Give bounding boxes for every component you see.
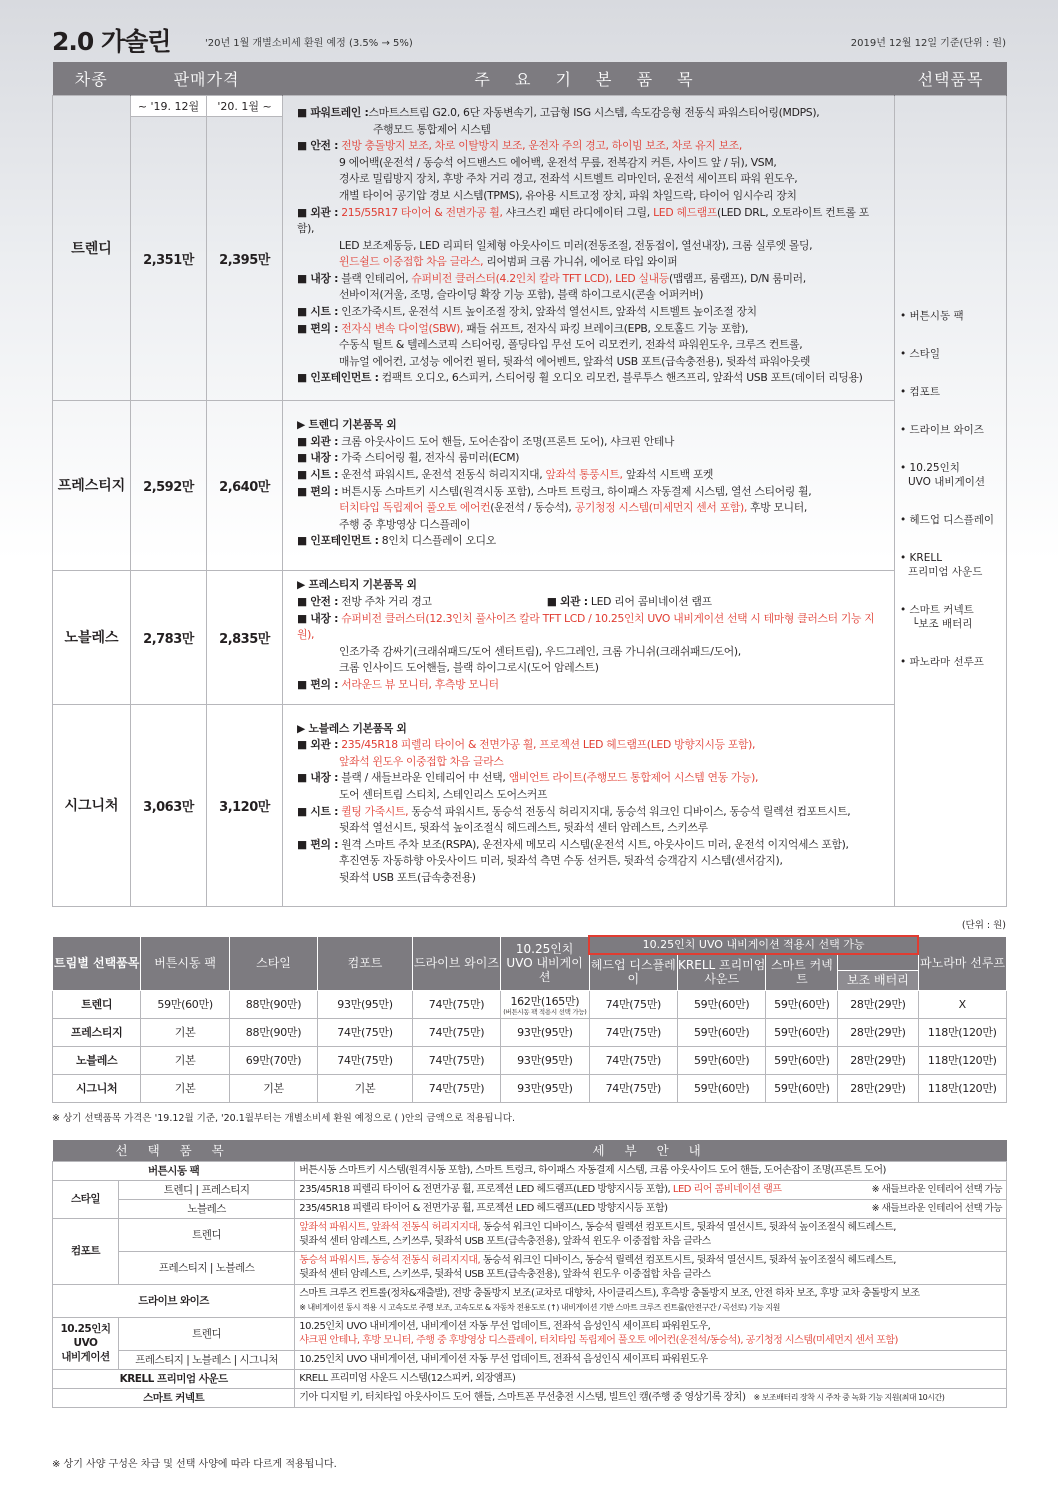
head-detail: 세 부 안 내	[295, 1140, 1007, 1161]
opt-trim: 트렌디 | 프레스티지	[119, 1180, 295, 1199]
feature-text: 경사로 밀림방지 장치, 후방 주차 거리 경고, 전좌석 시트벨트 리마인더, 운전석 세이프티 파워 윈도우,	[339, 172, 798, 186]
cell: 기본	[229, 1074, 317, 1102]
head-comfort: 컴포트	[318, 936, 413, 990]
price-2020: 2,835만	[207, 570, 283, 704]
opt-desc	[295, 1218, 1007, 1251]
cell: 74만(75만)	[412, 990, 500, 1018]
feature-text: 리어범퍼 크롬 가니쉬, 에어로 타입 와이퍼	[483, 255, 678, 269]
feature-text: LED 보조제동등, LED 리피터 일체형 아웃사이드 미러(전동조절, 전동접이, 열선내장), 크롬 실루엣 몰딩,	[339, 238, 813, 252]
feature-text: 뒷좌석 열선시트, 뒷좌석 높이조절식 헤드레스트, 뒷좌석 센터 암레스트, 스키쓰루	[339, 821, 708, 835]
cell: 28만(29만)	[838, 1074, 918, 1102]
price-period-2: '20. 1월 ~	[207, 95, 283, 116]
option-list	[895, 95, 1007, 906]
feature-text: 전방 충돌방지 보조, 차로 이탈방지 보조, 운전자 주의 경고, 하이빔 보조, 차로 유지 보조,	[338, 139, 743, 153]
feature-text: 터치타입 독립제어 풀오토 에어컨	[339, 501, 491, 515]
table-row	[53, 1018, 1007, 1046]
opt-desc	[295, 1388, 1007, 1407]
opt-trim: 노블레스	[119, 1199, 295, 1218]
cell: 88만(90만)	[229, 1018, 317, 1046]
cell: X	[918, 990, 1006, 1018]
option-item: • 드라이브 와이즈	[900, 423, 984, 436]
cell	[501, 990, 589, 1018]
section-head: ▶ 노블레스 기본품목 외	[297, 721, 407, 735]
opt-trim: 프레스티지 | 노블레스 | 시그니처	[119, 1350, 295, 1369]
section-head: ▶ 프레스티지 기본품목 외	[297, 578, 417, 592]
price-2020: 3,120만	[207, 704, 283, 906]
feature-text: 215/55R17 타이어 & 전면가공 휠,	[338, 205, 503, 219]
feature-text: 매뉴얼 에어컨, 고성능 에어컨 필터, 뒷좌석 에어벤트, 앞좌석 USB 포트(급속충전용), 뒷좌석 파워아웃렛	[339, 354, 811, 368]
cell-trim: 시그니처	[53, 1074, 141, 1102]
cell: 59만(60만)	[766, 1018, 838, 1046]
cell: 118만(120만)	[918, 1074, 1006, 1102]
option-item: • 10.25인치	[900, 461, 960, 474]
trim-spec-table	[52, 62, 1007, 907]
feature-text: (LED DRL, 오토라이트 컨트롤 포함),	[297, 205, 869, 236]
head-drive: 드라이브 와이즈	[412, 936, 500, 990]
opt-trim: 프레스티지 | 노블레스	[119, 1251, 295, 1284]
feature-text: 버튼시동 스마트키 시스템(원격시동 포함), 스마트 트렁크, 하이패스 자동결제 시스템, 열선 스티어링 휠,	[338, 484, 812, 498]
feature-label: ■ 시트 :	[297, 305, 339, 319]
col-price: 판매가격	[131, 62, 283, 95]
opt-name: KRELL 프리미엄 사운드	[53, 1369, 295, 1388]
cell: 74만(75만)	[318, 1046, 413, 1074]
feature-text: 슈퍼비전 클러스터(4.2인치 칼라 TFT LCD), LED 실내등	[408, 271, 669, 285]
feature-text: LED 헤드램프	[649, 205, 717, 219]
cell: 74만(75만)	[589, 1074, 677, 1102]
head-style: 스타일	[229, 936, 317, 990]
opt-name-line: 내비게이션	[61, 1351, 110, 1363]
price-period-1: ~ '19. 12월	[131, 95, 207, 116]
opt-desc	[295, 1251, 1007, 1284]
trim-name: 트렌디	[53, 95, 131, 400]
head-krell: KRELL 프리미엄 사운드	[678, 954, 766, 990]
feature-label: ■ 인포테인먼트 :	[297, 534, 379, 548]
cell: 93만(95만)	[501, 1046, 589, 1074]
opt-desc	[295, 1199, 1007, 1218]
cell: 28만(29만)	[838, 1046, 918, 1074]
cell: 59만(60만)	[141, 990, 229, 1018]
cell: 59만(60만)	[678, 1046, 766, 1074]
page-title: 2.0 가솔린	[52, 27, 171, 56]
feature-label: ■ 외관 :	[546, 595, 588, 609]
feature-text: 스마트스트림 G2.0, 6단 자동변속기, 고급형 ISG 시스템, 속도감응형 전동식 파워스티어링(MDPS),	[368, 105, 820, 119]
cell-trim: 트렌디	[53, 990, 141, 1018]
price-date: 2019년 12월 12일 기준(단위 : 원)	[850, 38, 1006, 49]
option-item: • 스마트 커넥트	[900, 603, 974, 616]
feature-text: 앰비언트 라이트(주행모드 통합제어 시스템 연동 가능),	[505, 771, 759, 785]
feature-text: 슈퍼비전 클러스터(12.3인치 풀사이즈 칼라 TFT LCD / 10.25인치 UVO 내비게이션 선택 시 테마형 클러스터 기능 지원),	[297, 611, 875, 642]
feature-text: 수동식 틸트 & 텔레스코픽 스티어링, 폴딩타입 무선 도어 리모컨키, 전좌석 파워윈도우, 크루즈 컨트롤,	[339, 338, 803, 352]
trim-name: 시그니처	[53, 704, 131, 906]
opt-text: 235/45R18 피렐리 타이어 & 전면가공 휠, 프로젝션 LED 헤드램프(LED 방향지시등 포함),	[299, 1183, 671, 1195]
feature-text: 운전석 파워시트, 운전석 전동식 허리지지대,	[338, 467, 543, 481]
feature-text: (맵램프, 룸램프), D/N 룸미러,	[668, 271, 806, 285]
price-2020: 2,640만	[207, 400, 283, 570]
feature-text: 서라운드 뷰 모니터, 후측방 모니터	[338, 677, 499, 691]
opt-trim: 트렌디	[119, 1218, 295, 1251]
footer-note: ※ 상기 사양 구성은 차급 및 선택 사양에 따라 다르게 적용됩니다.	[52, 1459, 337, 1470]
option-item: • 파노라마 선루프	[900, 655, 984, 668]
col-features: 주 요 기 본 품 목	[283, 62, 895, 95]
table-row	[53, 1046, 1007, 1074]
cell: 74만(75만)	[589, 1018, 677, 1046]
cell: 74만(75만)	[589, 1046, 677, 1074]
table-row	[53, 1074, 1007, 1102]
head-aux: 보조 배터리	[838, 970, 918, 990]
feature-label: ■ 편의 :	[297, 677, 339, 691]
trim-name: 노블레스	[53, 570, 131, 704]
option-detail-table	[52, 1140, 1007, 1408]
opt-text: 뒷좌석 센터 암레스트, 스키쓰루, 뒷좌석 USB 포트(급속충전용), 앞좌석 윈도우 이중접합 차음 글라스	[299, 1235, 711, 1247]
opt-text: 샤크핀 안테나, 후방 모니터, 주행 중 후방영상 디스플레이, 터치타입 독립제어 풀오토 에어컨(운전석/동승석), 공기청정 시스템(미세먼지 센서 포함)	[299, 1334, 898, 1346]
head-hud: 헤드업 디스플레이	[589, 954, 677, 990]
feature-text: 크롬 아웃사이드 도어 핸들, 도어손잡이 조명(프론트 도어), 샤크핀 안테나	[338, 434, 675, 448]
cell: 59만(60만)	[766, 1046, 838, 1074]
opt-desc: 10.25인치 UVO 내비게이션, 내비게이션 자동 무선 업데이트, 전좌석 음성인식 세이프티 파워윈도우	[295, 1350, 1007, 1369]
cell: 118만(120만)	[918, 1046, 1006, 1074]
price-2020: 2,395만	[207, 116, 283, 400]
cell: 기본	[141, 1074, 229, 1102]
feature-text: 동승석 파워시트, 동승석 전동식 허리지지대, 동승석 워크인 디바이스, 동승석 릴렉션 컴포트시트,	[408, 804, 851, 818]
col-options: 선택품목	[895, 62, 1007, 95]
feature-text: 선바이저(거울, 조명, 슬라이딩 확장 기능 포함), 블랙 하이그로시(콘솔 어퍼커버)	[339, 288, 704, 302]
col-trim: 차종	[53, 62, 131, 95]
cell: 74만(75만)	[412, 1074, 500, 1102]
opt-text: LED 리어 콤비네이션 램프	[670, 1183, 782, 1195]
cell: 93만(95만)	[501, 1018, 589, 1046]
price-2019: 2,351만	[131, 116, 207, 400]
opt-note: ※ 새들브라운 인테리어 선택 가능	[871, 1183, 1002, 1195]
cell-value: 162만(165만)	[510, 994, 580, 1008]
cell: 28만(29만)	[838, 990, 918, 1018]
feature-text: 도어 센터트림 스티치, 스테인리스 도어스커프	[339, 787, 548, 801]
feature-text: 235/45R18 피렐리 타이어 & 전면가공 휠, 프로젝션 LED 헤드램프(LED 방향지시등 포함),	[338, 738, 756, 752]
option-item: └보조 배터리	[912, 617, 973, 630]
opt-name	[53, 1317, 119, 1369]
cell: 74만(75만)	[589, 990, 677, 1018]
head-uvo: 10.25인치 UVO 내비게이션	[501, 936, 589, 990]
feature-label: ■ 편의 :	[297, 837, 339, 851]
option-item: • 스타일	[900, 347, 940, 360]
cell: 59만(60만)	[678, 990, 766, 1018]
feature-text: 크롬 인사이드 도어핸들, 블랙 하이그로시(도어 암레스트)	[339, 661, 599, 675]
feature-text: 후방 모니터,	[747, 501, 808, 515]
feature-text: 샤크스킨 패턴 라디에이터 그릴,	[502, 205, 650, 219]
opt-trim: 트렌디	[119, 1317, 295, 1350]
opt-text: 스마트 크루즈 컨트롤(정차&재출발), 전방 충돌방지 보조(교차로 대향차, 사이클리스트), 후측방 충돌방지 보조, 안전 하차 보조, 후방 교차 충돌방지 보조	[299, 1287, 920, 1299]
feature-text: 퀼팅 가죽시트,	[338, 804, 409, 818]
option-item: • 헤드업 디스플레이	[900, 513, 995, 526]
cell: 기본	[318, 1074, 413, 1102]
feature-label: ■ 외관 :	[297, 738, 339, 752]
feature-text: 가죽 스티어링 휠, 전자식 룸미러(ECM)	[338, 451, 520, 465]
cell: 59만(60만)	[766, 1074, 838, 1102]
feature-label: ■ 안전 :	[297, 139, 339, 153]
unit-label: (단위 : 원)	[961, 920, 1006, 931]
cell: 93만(95만)	[318, 990, 413, 1018]
feature-text: 블랙 인테리어,	[338, 271, 409, 285]
feature-label: ■ 내장 :	[297, 451, 339, 465]
head-pano: 파노라마 선루프	[918, 936, 1006, 990]
feature-label: ■ 내장 :	[297, 271, 339, 285]
cell: 69만(70만)	[229, 1046, 317, 1074]
head-uvo-group: 10.25인치 UVO 내비게이션 적용시 선택 가능	[589, 936, 918, 954]
opt-desc: KRELL 프리미엄 사운드 시스템(12스피커, 외장앰프)	[295, 1369, 1007, 1388]
feature-label: ■ 외관 :	[297, 205, 339, 219]
head-start: 버튼시동 팩	[141, 936, 229, 990]
cell: 기본	[141, 1018, 229, 1046]
price-note: ※ 상기 선택품목 가격은 '19.12월 기준, '20.1월부터는 개별소비세 환원 예정으로 ( )안의 금액으로 적용됩니다.	[52, 1113, 515, 1124]
feature-text: 앞좌석 통풍시트,	[542, 467, 623, 481]
opt-note: ※ 보조배터리 장착 시 주차 중 녹화 기능 지원(최대 10시간)	[753, 1392, 945, 1402]
option-price-table	[52, 935, 1007, 1103]
price-2019: 3,063만	[131, 704, 207, 906]
feature-label: ■ 인포테인먼트 :	[297, 371, 379, 385]
cell-trim: 프레스티지	[53, 1018, 141, 1046]
cell: 88만(90만)	[229, 990, 317, 1018]
feature-text: 전자식 변속 다이얼(SBW),	[338, 321, 464, 335]
feature-text: 뒷좌석 USB 포트(급속충전용)	[339, 870, 476, 884]
feature-label: ■ 안전 :	[297, 595, 339, 609]
feature-text: 주행 중 후방영상 디스플레이	[339, 517, 470, 531]
feature-label: ■ 시트 :	[297, 804, 339, 818]
option-item: • 컴포트	[900, 385, 940, 398]
opt-note: ※ 새들브라운 인테리어 선택 가능	[871, 1202, 1002, 1214]
option-item: • KRELL	[900, 551, 943, 564]
opt-text: 10.25인치 UVO 내비게이션, 내비게이션 자동 무선 업데이트, 전좌석 음성인식 세이프티 파워윈도우,	[299, 1320, 711, 1332]
feature-label: ■ 시트 :	[297, 467, 339, 481]
feature-text: 인조가죽시트, 운전석 시트 높이조절 장치, 앞좌석 열선시트, 앞좌석 시트벨트 높이조절 장치	[338, 305, 757, 319]
section-head: ▶ 트렌디 기본품목 외	[297, 418, 397, 432]
feature-text: 윈드쉴드 이중접합 차음 글라스,	[339, 255, 484, 269]
tax-note: '20년 1월 개별소비세 환원 예정 (3.5% → 5%)	[205, 38, 413, 49]
opt-name: 버튼시동 팩	[53, 1161, 295, 1180]
head-option: 선 택 품 목	[53, 1140, 295, 1161]
cell-note: (버튼시동 팩 적용시 선택 가능)	[503, 1007, 587, 1016]
feature-text: 주행모드 통합제어 시스템	[373, 122, 491, 136]
signature-features	[283, 704, 895, 906]
opt-name: 컴포트	[53, 1218, 119, 1284]
opt-name: 드라이브 와이즈	[53, 1284, 295, 1317]
feature-text: 공기청정 시스템(미세먼지 센서 포함),	[571, 501, 747, 515]
opt-name-line: 10.25인치	[60, 1323, 111, 1335]
cell: 59만(60만)	[678, 1074, 766, 1102]
feature-label: ■ 내장 :	[297, 771, 339, 785]
opt-desc	[295, 1180, 1007, 1199]
option-item: UVO 내비게이션	[908, 475, 986, 488]
prestige-features	[283, 400, 895, 570]
head-trim: 트림별 선택품목	[53, 936, 141, 990]
opt-text: 동승석 파워시트, 동승석 전동식 허리지지대,	[299, 1254, 481, 1266]
opt-text: 앞좌석 파워시트, 앞좌석 전동식 허리지지대,	[299, 1221, 481, 1233]
opt-name-line: UVO	[73, 1337, 98, 1349]
cell: 59만(60만)	[766, 990, 838, 1018]
cell: 기본	[141, 1046, 229, 1074]
opt-text: 동승석 워크인 디바이스, 동승석 릴렉션 컴포트시트, 뒷좌석 열선시트, 뒷좌석 높이조절식 헤드레스트,	[480, 1254, 896, 1266]
cell: 74만(75만)	[318, 1018, 413, 1046]
cell: 59만(60만)	[678, 1018, 766, 1046]
trendy-features	[283, 95, 895, 400]
table-row	[53, 990, 1007, 1018]
noblesse-features	[283, 570, 895, 704]
opt-note: ※ 내비게이션 동시 적용 시 고속도로 주행 보조, 고속도로 & 자동차 전용도로 (↑) 내비게이션 기반 스마트 크루즈 컨트롤(안전구간 / 곡선로) 기능 지원	[299, 1302, 780, 1312]
feature-text: (운전석 / 동승석),	[490, 501, 572, 515]
feature-text: 후진연동 자동하향 아웃사이드 미러, 뒷좌석 측면 수동 선커튼, 뒷좌석 승객감지 시스템(센서감지),	[339, 854, 783, 868]
feature-text: 블랙 / 새들브라운 인테리어 中 선택,	[338, 771, 506, 785]
opt-text: 기아 디지털 키, 터치타입 아웃사이드 도어 핸들, 스마트폰 무선충전 시스템, 빌트인 캠(주행 중 영상기록 장치)	[299, 1391, 746, 1403]
price-2019: 2,783만	[131, 570, 207, 704]
option-item: • 버튼시동 팩	[900, 309, 964, 322]
opt-name: 스마트 커넥트	[53, 1388, 295, 1407]
cell: 93만(95만)	[501, 1074, 589, 1102]
option-item: 프리미엄 사운드	[908, 565, 983, 578]
feature-text: 패들 쉬프트, 전자식 파킹 브레이크(EPB, 오토홀드 기능 포함),	[463, 321, 749, 335]
trim-name: 프레스티지	[53, 400, 131, 570]
opt-desc	[295, 1284, 1007, 1317]
feature-text: 9 에어백(운전석 / 동승석 어드밴스드 에어백, 운전석 무릎, 전복감지 커튼, 사이드 앞 / 뒤), VSM,	[339, 155, 777, 169]
price-2019: 2,592만	[131, 400, 207, 570]
feature-text: LED 리어 콤비네이션 램프	[587, 595, 712, 609]
feature-label: ■ 편의 :	[297, 484, 339, 498]
cell: 74만(75만)	[412, 1018, 500, 1046]
feature-label: ■ 외관 :	[297, 434, 339, 448]
feature-label: ■ 편의 :	[297, 321, 339, 335]
opt-text: 동승석 워크인 디바이스, 동승석 릴렉션 컴포트시트, 뒷좌석 열선시트, 뒷좌석 높이조절식 헤드레스트,	[480, 1221, 896, 1233]
feature-text: 앞좌석 윈도우 이중접합 차음 글라스	[339, 754, 504, 768]
feature-text: 전방 주차 거리 경고	[338, 595, 432, 609]
feature-text: 개별 타이어 공기압 경보 시스템(TPMS), 유아용 시트고정 장치, 파워 차일드락, 타이어 임시수리 장치	[339, 188, 797, 202]
feature-text: 원격 스마트 주차 보조(RSPA), 운전자세 메모리 시스템(운전석 시트, 아웃사이드 미러, 운전석 이지억세스 포함),	[338, 837, 849, 851]
feature-text: 인조가죽 감싸기(크래쉬패드/도어 센터트림), 우드그레인, 크롬 가니쉬(크래쉬패드/도어),	[339, 644, 741, 658]
feature-text: 8인치 디스플레이 오디오	[378, 534, 496, 548]
feature-label: ■ 내장 :	[297, 611, 339, 625]
opt-name: 스타일	[53, 1180, 119, 1218]
cell-trim: 노블레스	[53, 1046, 141, 1074]
cell: 28만(29만)	[838, 1018, 918, 1046]
cell: 74만(75만)	[412, 1046, 500, 1074]
opt-desc	[295, 1317, 1007, 1350]
feature-label: ■ 파워트레인 :	[297, 105, 369, 119]
opt-text: 235/45R18 피렐리 타이어 & 전면가공 휠, 프로젝션 LED 헤드램프(LED 방향지시등 포함)	[299, 1202, 668, 1214]
head-smart: 스마트 커넥트	[766, 954, 838, 990]
opt-desc: 버튼시동 스마트키 시스템(원격시동 포함), 스마트 트렁크, 하이패스 자동결제 시스템, 크롬 아웃사이드 도어 핸들, 도어손잡이 조명(프론트 도어)	[295, 1161, 1007, 1180]
feature-text: 컴팩트 오디오, 6스피커, 스티어링 휠 오디오 리모컨, 블루투스 핸즈프리, 앞좌석 USB 포트(데이터 리딩용)	[378, 371, 863, 385]
opt-text: 뒷좌석 센터 암레스트, 스키쓰루, 뒷좌석 USB 포트(급속충전용), 앞좌석 윈도우 이중접합 차음 글라스	[299, 1268, 711, 1280]
cell: 118만(120만)	[918, 1018, 1006, 1046]
feature-text: 앞좌석 시트백 포켓	[622, 467, 714, 481]
